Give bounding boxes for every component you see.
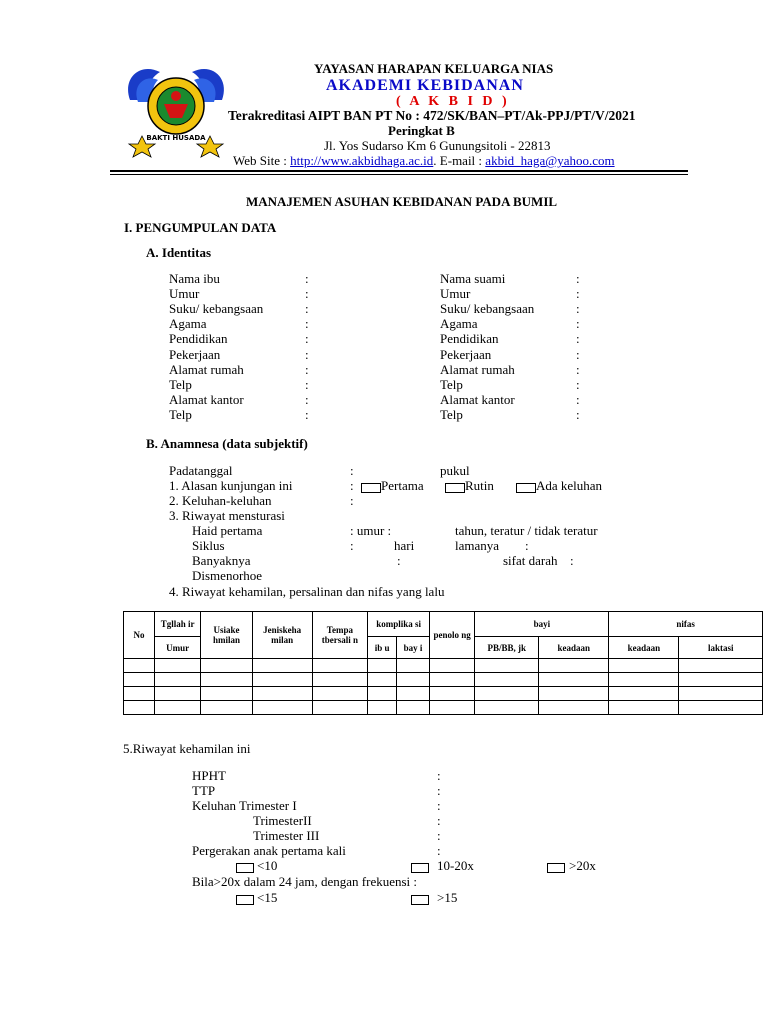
sifat-label: sifat darah	[503, 553, 558, 568]
table-cell[interactable]	[368, 673, 397, 687]
table-cell[interactable]	[609, 659, 679, 673]
identity-field-colon[interactable]: :	[305, 271, 309, 286]
col-laktasi: laktasi	[679, 637, 763, 659]
col-bayi: bayi	[475, 612, 609, 637]
col-no: No	[124, 612, 155, 659]
document-title: MANAJEMEN ASUHAN KEBIDANAN PADA BUMIL	[246, 194, 558, 209]
identity-field-label: Agama	[169, 316, 207, 332]
haid-label: Haid pertama	[192, 523, 263, 538]
colon: :	[350, 538, 354, 553]
colon: :	[397, 553, 401, 568]
table-cell[interactable]	[312, 687, 368, 701]
opt-rutin-label: Rutin	[465, 478, 494, 493]
identity-field-label: Alamat kantor	[440, 391, 515, 407]
col-umur: Umur	[154, 637, 200, 659]
col-nifas-keadaan: keadaan	[609, 637, 679, 659]
colon: :	[350, 493, 354, 508]
table-cell[interactable]	[539, 673, 609, 687]
foundation-name: YAYASAN HARAPAN KELUARGA NIAS	[314, 61, 554, 76]
table-cell[interactable]	[201, 673, 253, 687]
identity-field-label: Pekerjaan	[169, 346, 221, 362]
hpht-label: HPHT	[192, 768, 226, 783]
dismenorhoe-label: Dismenorhoe	[192, 568, 263, 583]
table-row	[124, 659, 763, 673]
identity-field-colon[interactable]: :	[305, 406, 309, 422]
address: Jl. Yos Sudarso Km 6 Gunungsitoli - 22813	[324, 138, 551, 153]
identity-field-colon[interactable]: :	[305, 316, 309, 332]
trim3-label: Trimester III	[253, 828, 320, 843]
opt-keluhan-label: Ada keluhan	[536, 478, 603, 493]
table-cell[interactable]	[679, 701, 763, 715]
email-link[interactable]: akbid_haga@yahoo.com	[485, 153, 615, 168]
pukul-label: pukul	[440, 463, 470, 478]
checkbox-ada-keluhan[interactable]	[516, 483, 536, 493]
padatanggal-label: Padatanggal	[169, 463, 233, 478]
identity-field-label: Telp	[169, 376, 192, 392]
table-cell[interactable]	[679, 659, 763, 673]
col-bayi-keadaan: keadaan	[539, 637, 609, 659]
colon: :	[437, 798, 441, 813]
table-cell[interactable]	[397, 673, 430, 687]
table-cell[interactable]	[201, 701, 253, 715]
identity-field-colon[interactable]: :	[576, 406, 580, 422]
table-cell[interactable]	[201, 659, 253, 673]
table-cell[interactable]	[154, 673, 200, 687]
table-row	[124, 701, 763, 715]
section1-title: I. PENGUMPULAN DATA	[124, 220, 277, 235]
academy-name: AKADEMI KEBIDANAN	[326, 77, 524, 94]
trim2-label: TrimesterII	[253, 813, 312, 828]
identity-field-label: Pendidikan	[169, 331, 228, 347]
table-cell[interactable]	[124, 673, 155, 687]
col-komplikasi-ibu: ib u	[368, 637, 397, 659]
checkbox-lt10[interactable]	[236, 863, 254, 873]
identity-field-label: Nama suami	[440, 271, 506, 286]
checkbox-gt20[interactable]	[547, 863, 565, 873]
identity-field-colon[interactable]: :	[576, 331, 580, 347]
identity-field-colon[interactable]: :	[305, 286, 309, 302]
colon: :	[437, 768, 441, 783]
identity-field-colon[interactable]: :	[305, 376, 309, 392]
identity-field-colon[interactable]: :	[576, 301, 580, 317]
colon: :	[437, 828, 441, 843]
table-cell[interactable]	[539, 687, 609, 701]
col-jenis-kehamilan: Jeniskeha milan	[252, 612, 312, 659]
siklus-label: Siklus	[192, 538, 225, 553]
website-label: Web Site :	[233, 153, 287, 168]
logo-text: BAKTI HUSADA	[146, 134, 206, 142]
identity-field-label: Alamat rumah	[440, 361, 515, 377]
checkbox-10-20[interactable]	[411, 863, 429, 873]
identity-field-colon[interactable]: :	[576, 286, 580, 302]
col-tgl-lahir: Tgllah ir	[154, 612, 200, 637]
col-nifas: nifas	[609, 612, 763, 637]
checkbox-lt15[interactable]	[236, 895, 254, 905]
table-cell[interactable]	[609, 673, 679, 687]
colon: :	[437, 813, 441, 828]
table-cell[interactable]	[397, 701, 430, 715]
identity-field-colon[interactable]: :	[576, 391, 580, 407]
identity-field-label: Alamat rumah	[169, 361, 244, 377]
gerak-label: Pergerakan anak pertama kali	[192, 843, 346, 858]
website-link[interactable]: http://www.akbidhaga.ac.id	[290, 153, 434, 168]
identity-field-label: Suku/ kebangsaan	[169, 301, 264, 317]
colon: :	[350, 478, 354, 493]
lt10-label: <10	[257, 858, 278, 873]
keluhan-trim1-label: Keluhan Trimester I	[192, 798, 297, 813]
accreditation: Terakreditasi AIPT BAN PT No : 472/SK/BAN–PT/Ak-PPJ/PT/V/2021	[228, 108, 636, 123]
table-cell[interactable]	[252, 659, 312, 673]
identity-field-colon[interactable]: :	[576, 376, 580, 392]
ttp-label: TTP	[192, 783, 216, 798]
academy-logo	[120, 58, 232, 158]
identity-field-label: Agama	[440, 316, 478, 332]
table-cell[interactable]	[124, 659, 155, 673]
table-cell[interactable]	[397, 659, 430, 673]
identity-field-colon[interactable]: :	[576, 361, 580, 377]
contact-line	[233, 153, 615, 168]
checkbox-pertama[interactable]	[361, 483, 381, 493]
table-cell[interactable]	[475, 701, 539, 715]
identity-field-colon[interactable]: :	[576, 316, 580, 332]
table-cell[interactable]	[679, 687, 763, 701]
history-label: 4. Riwayat kehamilan, persalinan dan nifas yang lalu	[169, 584, 445, 599]
table-cell[interactable]	[252, 701, 312, 715]
identity-field-colon[interactable]: :	[305, 361, 309, 377]
anamnesa-title: B. Anamnesa (data subjektif)	[146, 436, 308, 451]
table-cell[interactable]	[430, 687, 475, 701]
table-cell[interactable]	[312, 673, 368, 687]
table-cell[interactable]	[539, 659, 609, 673]
colon: :	[437, 843, 441, 858]
gt20-label: >20x	[569, 858, 596, 873]
identity-field-colon[interactable]: :	[576, 271, 580, 286]
table-cell[interactable]	[201, 687, 253, 701]
rank: Peringkat B	[388, 123, 455, 138]
colon: :	[437, 783, 441, 798]
table-cell[interactable]	[154, 701, 200, 715]
table-cell[interactable]	[430, 659, 475, 673]
tahun-label: tahun, teratur / tidak teratur	[455, 523, 598, 538]
identity-field-colon[interactable]: :	[305, 301, 309, 317]
header-rule-thin	[110, 174, 688, 175]
menstruation-label: 3. Riwayat mensturasi	[169, 508, 285, 523]
col-komplikasi-bayi: bay i	[397, 637, 430, 659]
academy-abbrev: ( A K B I D )	[396, 94, 510, 109]
table-cell[interactable]	[475, 673, 539, 687]
table-row	[124, 673, 763, 687]
lt15-label: <15	[257, 890, 278, 905]
table-cell[interactable]	[124, 701, 155, 715]
table-cell[interactable]	[124, 687, 155, 701]
banyaknya-label: Banyaknya	[192, 553, 251, 568]
identity-field-label: Telp	[440, 406, 463, 422]
identity-field-colon[interactable]: :	[305, 391, 309, 407]
table-cell[interactable]	[609, 701, 679, 715]
table-cell[interactable]	[679, 673, 763, 687]
table-cell[interactable]	[430, 701, 475, 715]
complaints-label: 2. Keluhan-keluhan	[169, 493, 272, 508]
table-cell[interactable]	[397, 687, 430, 701]
identity-field-label: Suku/ kebangsaan	[440, 301, 535, 317]
checkbox-gt15[interactable]	[411, 895, 429, 905]
bila-label: Bila>20x dalam 24 jam, dengan frekuensi :	[192, 874, 418, 889]
header-rule-thick	[110, 170, 688, 172]
col-usia-kehamilan: Usiake hmilan	[201, 612, 253, 659]
identity-field-colon[interactable]: :	[305, 331, 309, 347]
umur-label: : umur :	[350, 523, 392, 538]
table-cell[interactable]	[430, 673, 475, 687]
identity-field-label: Alamat kantor	[169, 391, 244, 407]
colon: :	[570, 553, 574, 568]
table-cell[interactable]	[312, 659, 368, 673]
col-tempat-bersalin: Tempa tbersali n	[312, 612, 368, 659]
email-label: . E-mail :	[433, 153, 483, 168]
colon: :	[350, 463, 354, 478]
identity-field-label: Umur	[440, 286, 471, 302]
section5-title: 5.Riwayat kehamilan ini	[123, 741, 251, 756]
identity-field-colon[interactable]: :	[576, 346, 580, 362]
table-cell[interactable]	[154, 659, 200, 673]
identity-field-label: Pekerjaan	[440, 346, 492, 362]
table-cell[interactable]	[154, 687, 200, 701]
identity-field-label: Telp	[169, 406, 192, 422]
opt-pertama-label: Pertama	[381, 478, 424, 493]
table-cell[interactable]	[475, 687, 539, 701]
table-cell[interactable]	[368, 659, 397, 673]
col-komplikasi: komplika si	[368, 612, 430, 637]
r1020-label: 10-20x	[437, 858, 474, 873]
lamanya-label: lamanya	[455, 538, 500, 553]
table-cell[interactable]	[252, 687, 312, 701]
colon: :	[525, 538, 529, 553]
identity-field-colon[interactable]: :	[305, 346, 309, 362]
gt15-label: >15	[437, 890, 458, 905]
identity-field-label: Telp	[440, 376, 463, 392]
table-cell[interactable]	[539, 701, 609, 715]
identity-field-label: Umur	[169, 286, 200, 302]
identity-field-label: Pendidikan	[440, 331, 499, 347]
table-cell[interactable]	[368, 701, 397, 715]
table-cell[interactable]	[252, 673, 312, 687]
col-penolong: penolo ng	[430, 612, 475, 659]
table-row	[124, 687, 763, 701]
checkbox-rutin[interactable]	[445, 483, 465, 493]
identity-field-label: Nama ibu	[169, 271, 220, 286]
table-cell[interactable]	[312, 701, 368, 715]
identity-title: A. Identitas	[146, 245, 212, 260]
table-cell[interactable]	[609, 687, 679, 701]
col-pb-bb: PB/BB, jk	[475, 637, 539, 659]
table-cell[interactable]	[368, 687, 397, 701]
visit-reason-label: 1. Alasan kunjungan ini	[169, 478, 293, 493]
pregnancy-history-table	[123, 611, 763, 715]
hari-label: hari	[394, 538, 415, 553]
table-cell[interactable]	[475, 659, 539, 673]
